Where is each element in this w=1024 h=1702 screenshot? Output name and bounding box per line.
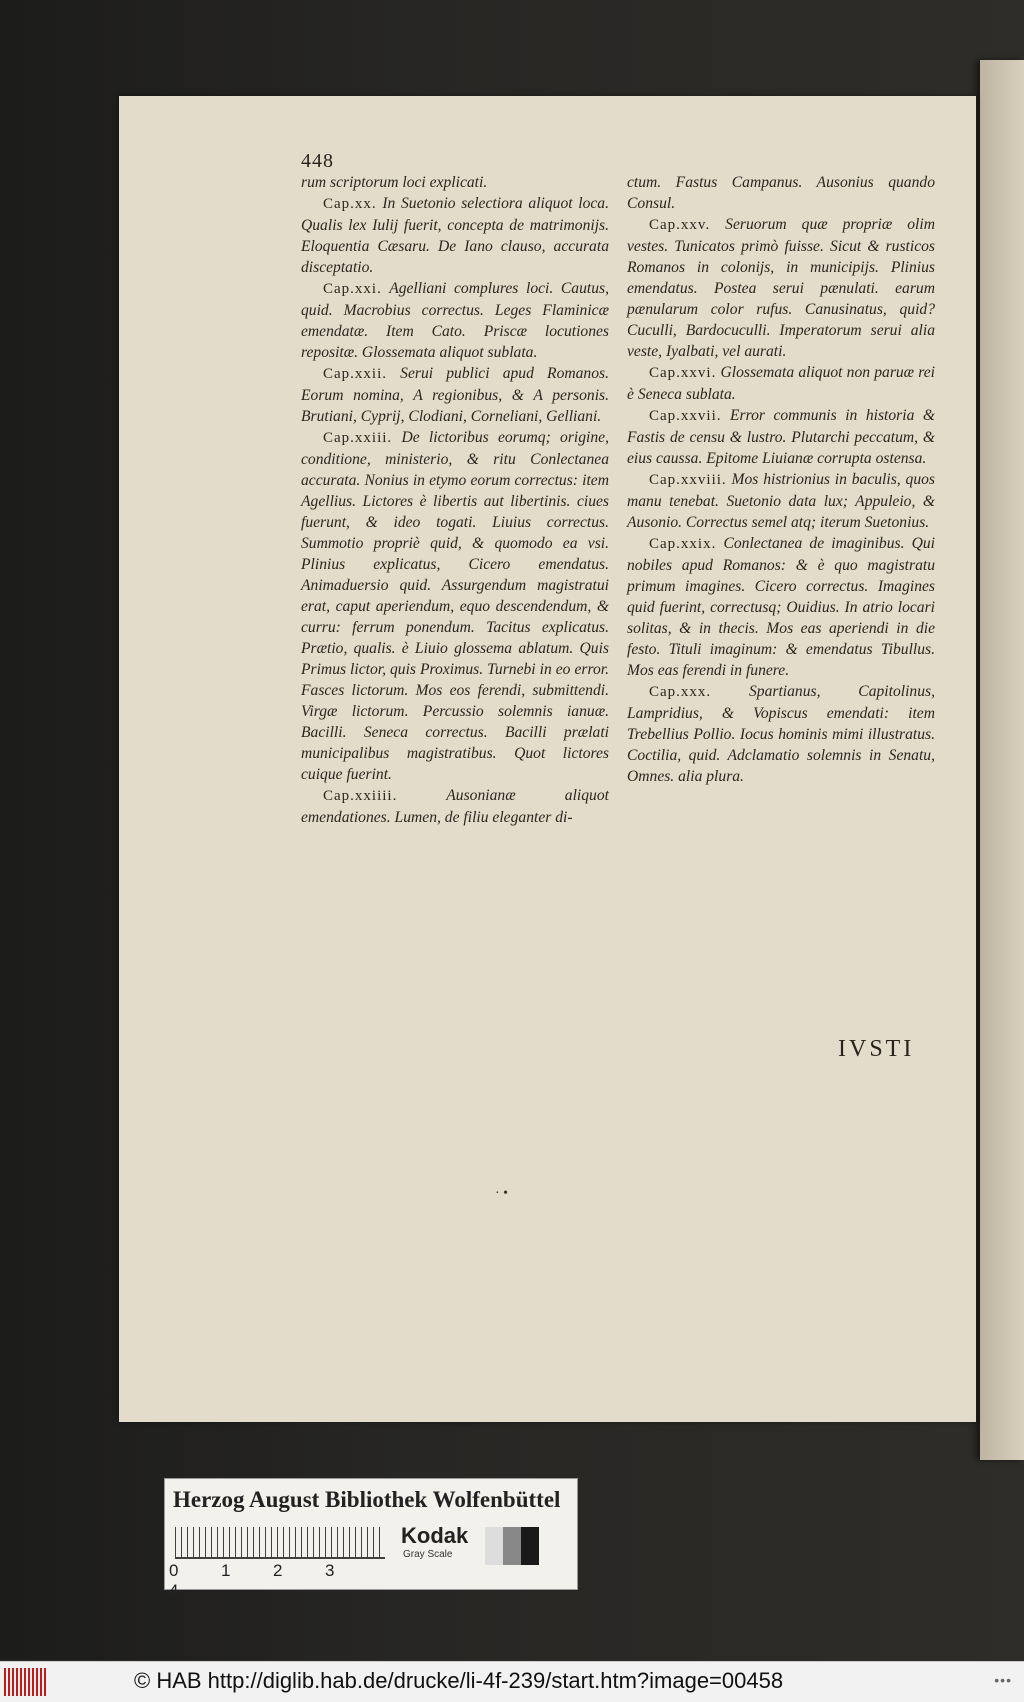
printer-mark: · • (495, 1186, 509, 1201)
more-options-icon[interactable]: ••• (994, 1672, 1012, 1688)
scale-ruler (175, 1527, 385, 1559)
next-page-edge (980, 60, 1024, 1460)
chapter-entry (627, 214, 935, 362)
chapter-entry (301, 363, 609, 427)
chapter-label: Cap.xxi. (323, 281, 382, 297)
chapter-summary: Seruorum quæ propriæ olim vestes. Tunicatos primò fuisse. Sicut & rusticos Romanos in colonijs, in municipijs. Plinius emendatus. Postea serui pænulati. earum pænularum color rufus. Canusinatus, quid? Cuculli, Bardocuculli. Imperatorum serui alia veste, Iyalbati, vel aurati. (627, 216, 935, 360)
chapter-summary: Error communis in historia & Fastis de censu & lustro. Plutarchi peccatum, & eius caussa. Epitome Liuianæ corrupta ostensa. (627, 407, 936, 467)
gray-scale-label: Gray Scale (403, 1549, 453, 1560)
chapter-summary: In Suetonio selectiora aliquot loca. Qualis lex Iulij fuerit, concepta de matrimonijs. Eloquentia Cæsaru. De Iano clauso, accurata disceptatio. (301, 195, 609, 276)
chapter-label: Cap.xxv. (649, 217, 711, 233)
gray-swatch-light (485, 1527, 503, 1565)
library-name: Herzog August Bibliothek Wolfenbüttel (173, 1487, 561, 1512)
chapter-entry (627, 362, 935, 405)
chapter-label: Cap.xxiiii. (323, 788, 398, 804)
chapter-entry (301, 427, 609, 785)
scale-number: 2 (273, 1561, 283, 1580)
chapter-label: Cap.xxviii. (649, 472, 727, 488)
chapter-label: Cap.xxx. (649, 684, 712, 700)
catchword: IVSTI (838, 1036, 915, 1062)
chapter-entry (627, 172, 935, 214)
kodak-logo: Kodak (401, 1523, 469, 1548)
chapter-label: Cap.xxvi. (649, 365, 717, 381)
chapter-summary: Mos histrionius in baculis, quos manu tenebat. Suetonio data lux; Appuleio, & Ausonio. Correctus semel atq; iterum Suetonius. (627, 471, 935, 531)
hab-logo-icon[interactable] (4, 1668, 46, 1696)
chapter-entry (627, 469, 935, 533)
chapter-label: Cap.xxiii. (323, 430, 393, 446)
chapter-summary: De lictoribus eorumq; origine, conditione, ministerio, & ritu Conlectanea accurata. Nonius in etymo eorum correctus: item Agellius. Lictores è libertis aut libertinis. ciues fuerunt, & ideo togati. Liuius correctus. Summotio propriè quid, & quomodo ea vsi. Plinius explicatus, Cicero emendatus. Animaduersio quid. Assurgendum magistratui erat, caput aperiendum, equo descendendum, & curru: ferrum ponendum. Tacitus explicatus. Prætio, qualis. è Liuio glossema ablatum. Quis Primus lictor, quis Proximus. Turnebi in eo error. Fasces lictorum. Mos eos ferendi, submittendi. Virgæ lictorum. Percussio solemnis ianuæ. Bacilli. Seneca correctus. Bacilli prælati municipalibus magistratibus. Quot lictores cuique fuerint. (301, 429, 610, 783)
scale-number: 0 (169, 1561, 179, 1580)
scale-number: 1 (221, 1561, 231, 1580)
chapter-summary: Spartianus, Capitolinus, Lampridius, & Vopiscus emendati: item Trebellius Pollio. Iocus hominis mimi illustratus. Coctilia, quid. Adclamatio solemnis in Senatu, Omnes. alia plura. (627, 683, 935, 785)
chapter-label: Cap.xxii. (323, 366, 387, 382)
chapter-summary: Agelliani complures loci. Cautus, quid. Macrobius correctus. Leges Flaminicæ emendatæ. Item Cato. Priscæ locutiones repositæ. Glossemata aliquot sublata. (301, 280, 609, 361)
chapter-summary: Conlectanea de imaginibus. Qui nobiles apud Romanos: & è quo magistratu primum imagines. Cicero correctus. Imagines quid fuerint, correctusq; Ouidius. In atrio locari solitas, & in thecis. Mos eas aperiendi in die festo. Tituli imaginum: & emendatus Tibullus. Mos eas ferendi in funere. (627, 535, 936, 679)
right-column (627, 172, 935, 787)
chapter-summary: rum scriptorum loci explicati. (301, 174, 488, 191)
page-number: 448 (301, 150, 334, 172)
chapter-entry (627, 681, 935, 787)
viewer-footer (0, 1661, 1024, 1702)
chapter-entry (627, 405, 935, 469)
chapter-entry (301, 193, 609, 278)
scale-number: 3 (325, 1561, 335, 1580)
copyright-url[interactable]: © HAB http://diglib.hab.de/drucke/li-4f-239/start.htm?image=00458 (134, 1668, 784, 1693)
color-calibration-bar (164, 1478, 578, 1600)
chapter-label: Cap.xxix. (649, 536, 717, 552)
left-column (301, 172, 609, 828)
gray-swatch-dark (521, 1527, 539, 1565)
gray-swatch-mid (503, 1527, 521, 1565)
chapter-label: Cap.xx. (323, 196, 377, 212)
chapter-entry (301, 785, 609, 828)
scale-number: 4 (169, 1581, 179, 1600)
chapter-entry (301, 172, 609, 193)
chapter-summary: Serui publici apud Romanos. Eorum nomina, A regionibus, & A personis. Brutiani, Cyprij, Clodiani, Corneliani, Gelliani. (301, 365, 609, 425)
chapter-entry (301, 278, 609, 363)
chapter-entry (627, 533, 935, 681)
chapter-label: Cap.xxvii. (649, 408, 722, 424)
scale-numbers (169, 1561, 399, 1601)
chapter-summary: ctum. Fastus Campanus. Ausonius quando Consul. (627, 174, 935, 212)
chapter-summary: Ausonianæ aliquot emendationes. Lumen, de filiu eleganter di- (301, 787, 609, 826)
chapter-summary: Glossemata aliquot non paruæ rei è Seneca sublata. (627, 364, 935, 403)
